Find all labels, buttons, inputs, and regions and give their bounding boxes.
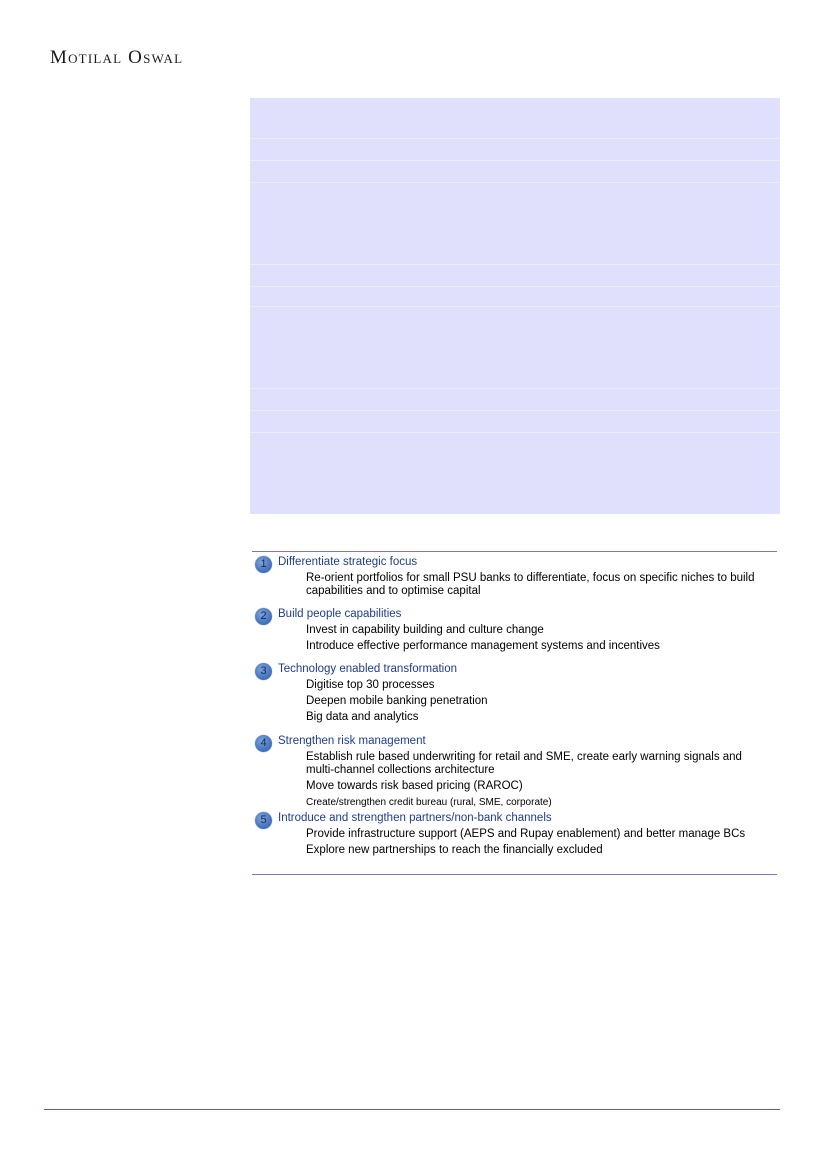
list-item: Move towards risk based pricing (RAROC) xyxy=(306,780,523,792)
list-item: Create/strengthen credit bureau (rural, SME, corporate) xyxy=(306,797,552,808)
list-item: Re-orient portfolios for small PSU banks to differentiate, focus on specific niches to build capabilities and to optimise capital xyxy=(306,572,755,597)
footer-rule xyxy=(44,1109,780,1110)
text-panel xyxy=(250,98,780,514)
list-item: Introduce effective performance management systems and incentives xyxy=(306,640,660,652)
exhibit-top-rule xyxy=(252,551,777,552)
list-item: Establish rule based underwriting for retail and SME, create early warning signals and multi-channel collections architecture xyxy=(306,751,742,776)
strategy-exhibit xyxy=(252,551,777,875)
list-item: Provide infrastructure support (AEPS and Rupay enablement) and better manage BCs xyxy=(306,828,746,840)
section-title: Strengthen risk management xyxy=(278,735,426,747)
section-title: Build people capabilities xyxy=(278,608,402,620)
step-number-badge: 2 xyxy=(255,608,272,625)
section-title: Differentiate strategic focus xyxy=(278,556,418,568)
exhibit-bottom-rule xyxy=(252,874,777,875)
step-number-badge: 4 xyxy=(255,735,272,752)
step-number-badge: 5 xyxy=(255,812,272,829)
section-title: Technology enabled transformation xyxy=(278,663,458,675)
brand-logo: Motilal Oswal xyxy=(50,47,184,68)
list-item: Big data and analytics xyxy=(306,711,419,723)
step-number-badge: 1 xyxy=(255,556,272,573)
list-item: Invest in capability building and culture change xyxy=(306,624,544,636)
step-number-badge: 3 xyxy=(255,663,272,680)
section-title: Introduce and strengthen partners/non-bank channels xyxy=(278,812,552,824)
list-item: Digitise top 30 processes xyxy=(306,679,435,691)
list-item: Deepen mobile banking penetration xyxy=(306,695,488,707)
list-item: Explore new partnerships to reach the financially excluded xyxy=(306,844,603,856)
